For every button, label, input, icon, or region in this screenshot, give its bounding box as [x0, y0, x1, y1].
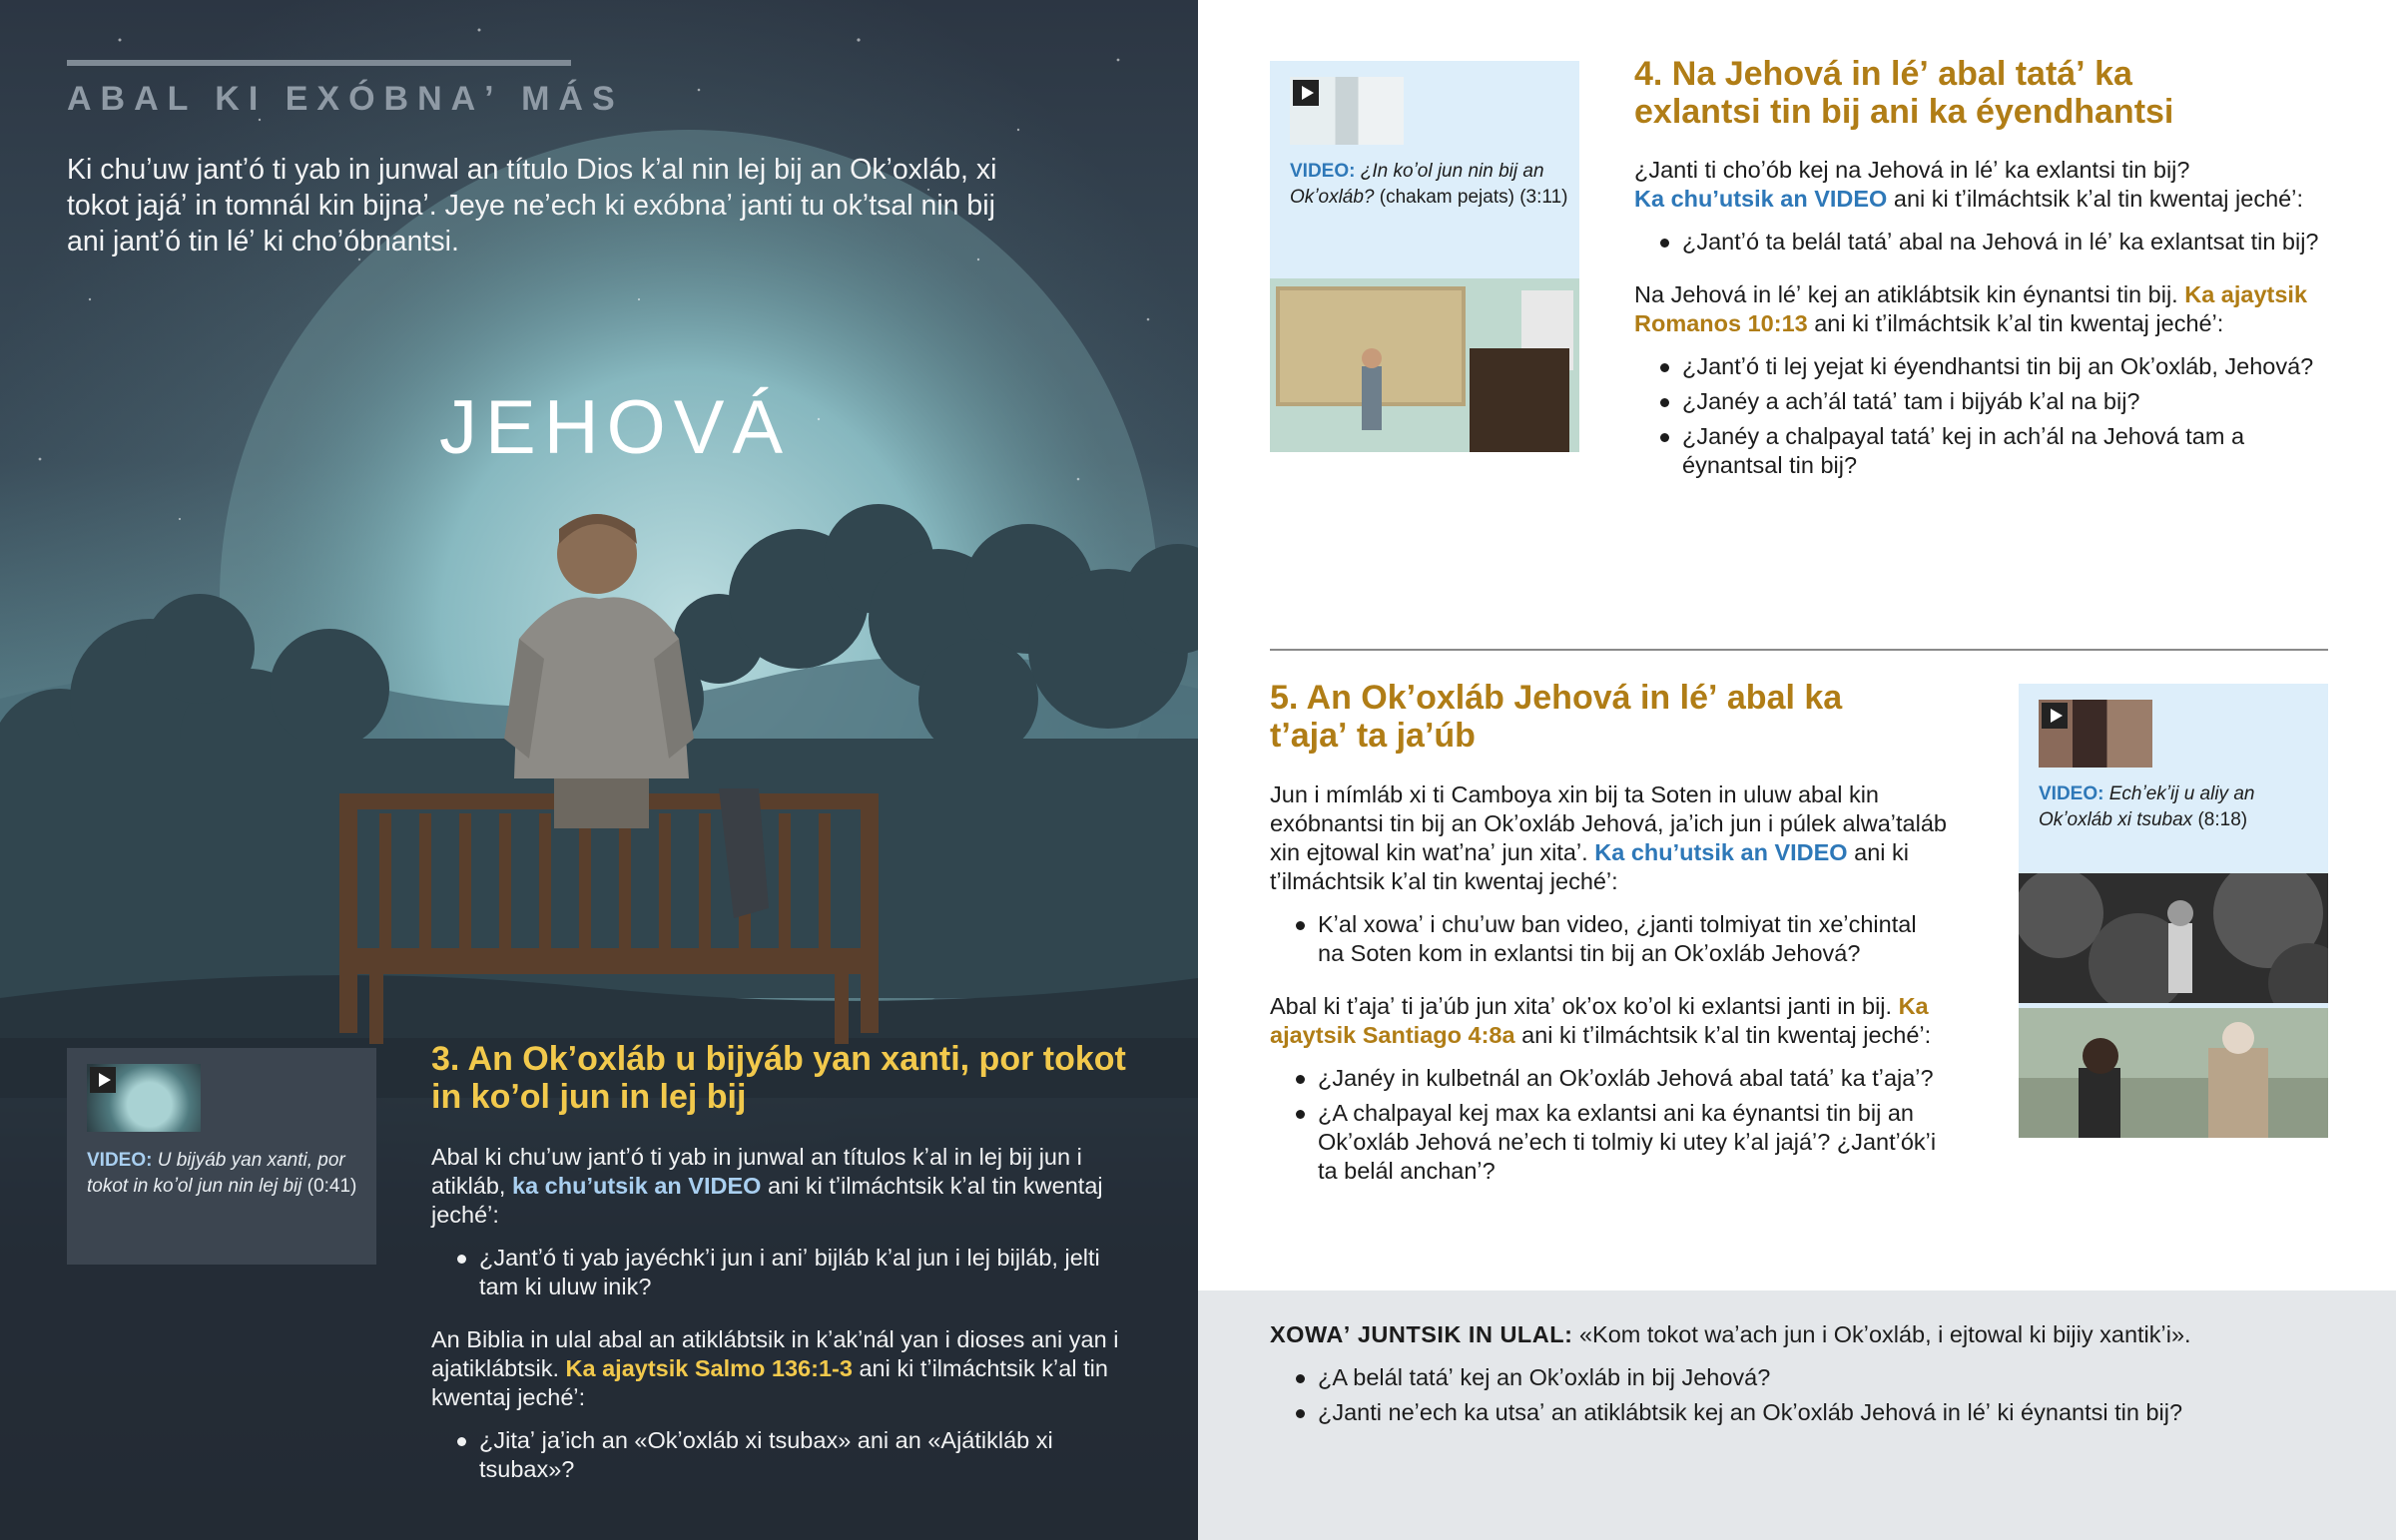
- video-card-section4[interactable]: [1270, 61, 1579, 452]
- play-icon[interactable]: [90, 1067, 116, 1093]
- video-thumbnail[interactable]: [87, 1064, 201, 1132]
- question-item: ¿Janti neʼech ka utsaʼ an atiklábtsik kej an Okʼoxláb Jehová in léʼ ki éynantsi tin bij?: [1270, 1398, 2348, 1427]
- video-title: U bijyáb yan xanti, por tokot in koʼol jun nin lej bij: [87, 1150, 345, 1197]
- scripture-link[interactable]: Ka ajaytsik Salmo 136:1-3: [565, 1355, 853, 1381]
- section-5-body: [1270, 780, 1949, 1210]
- section-3-questions-2: [431, 1426, 1120, 1484]
- scripture-link[interactable]: Ka ajaytsik Santiago 4:8a: [1270, 993, 1929, 1048]
- video-title: Echʼekʼij u aliy an Okʼoxláb xi tsubax: [2039, 783, 2255, 830]
- section-3-paragraph-1: [431, 1143, 1120, 1230]
- paragraph-text: ani ki tʼilmáchtsik kʼal tin kwentaj jechéʼ:: [431, 1355, 1108, 1410]
- section-4-questions-2: [1634, 352, 2333, 480]
- video-label: VIDEO:: [87, 1150, 153, 1171]
- video-subtitle: (chakam pejats): [1379, 187, 1514, 208]
- scripture-link[interactable]: Ka ajaytsik Romanos 10:13: [1634, 281, 2308, 336]
- section-3-paragraph-2: [431, 1325, 1120, 1412]
- paragraph-text: ani ki tʼilmáchtsik kʼal tin kwentaj jechéʼ:: [1270, 839, 1909, 894]
- paragraph-text: ani ki tʼilmáchtsik kʼal tin kwentaj jechéʼ:: [1514, 1022, 1932, 1048]
- section-divider: [1270, 649, 2328, 651]
- paragraph-text: Abal ki chuʼuw jantʼó ti yab in junwal an títulos kʼal in lej bij jun i atikláb,: [431, 1144, 1082, 1199]
- section-3-title: 3. An Okʼoxláb u bijyáb yan xanti, por tokot in koʼol jun in lej bij: [431, 1040, 1126, 1116]
- question-item: ¿Jantʼó ti lej yejat ki éyendhantsi tin bij an Okʼoxláb, Jehová?: [1634, 352, 2333, 381]
- section-4-body: [1634, 156, 2333, 504]
- section-5-questions-1: [1270, 910, 1949, 968]
- paragraph-text: Jun i mímláb xi ti Camboya xin bij ta Soten in uluw abal kin exóbnantsi tin bij an Okʼoxláb Jehová, jaʼich jun i púlek alwaʼtaláb xin ejtowal kin watʼnaʼ jun xitaʼ.: [1270, 781, 1947, 865]
- watch-video-link[interactable]: ka chuʼutsik an VIDEO: [512, 1173, 762, 1199]
- section-5-questions-2: [1270, 1064, 1949, 1186]
- video-card-section5[interactable]: [2019, 684, 2328, 1138]
- paragraph-text: Abal ki tʼajaʼ ti jaʼúb jun xitaʼ okʼox koʼol ki exlantsi janti in bij.: [1270, 993, 1899, 1019]
- video-still-image-top: [2019, 873, 2328, 1003]
- paragraph-text: Na Jehová in léʼ kej an atiklábtsik kin éynantsi tin bij.: [1634, 281, 2185, 307]
- video-duration: (8:18): [2197, 809, 2248, 830]
- paragraph-text: ani ki tʼilmáchtsik kʼal tin kwentaj jechéʼ:: [1807, 310, 2224, 336]
- video-caption: [2039, 781, 2318, 833]
- paragraph-text: ¿Janti ti choʼób kej na Jehová in léʼ ka exlantsi tin bij?: [1634, 157, 2190, 183]
- summary-questions: [1270, 1363, 2348, 1427]
- video-duration: (0:41): [306, 1176, 357, 1197]
- summary-box: [1198, 1290, 2396, 1540]
- section-4-paragraph-1: [1634, 156, 2333, 214]
- kicker-rule: [67, 60, 571, 66]
- play-icon[interactable]: [1293, 80, 1319, 106]
- right-panel: [1198, 0, 2396, 1540]
- paragraph-text: ani ki tʼilmáchtsik kʼal tin kwentaj jechéʼ:: [1887, 186, 2303, 212]
- video-thumbnail[interactable]: [1290, 77, 1404, 145]
- video-caption: [1290, 159, 1569, 211]
- video-card-section3[interactable]: [67, 1048, 376, 1265]
- question-item: ¿A belál tatáʼ kej an Okʼoxláb in bij Jehová?: [1270, 1363, 2348, 1392]
- video-label: VIDEO:: [1290, 161, 1356, 182]
- play-icon[interactable]: [2042, 703, 2068, 729]
- section-4-questions-1: [1634, 228, 2333, 257]
- kicker-heading: ABAL KI EXÓBNAʼ MÁS: [67, 80, 624, 118]
- question-item: ¿A chalpayal kej max ka exlantsi ani ka éynantsi tin bij an Okʼoxláb Jehová neʼech ti tolmiy ki utey kʼal jajáʼ? ¿Jantʼókʼi ta belál anchanʼ?: [1270, 1099, 1949, 1186]
- intro-paragraph: Ki chuʼuw jantʼó ti yab in junwal an título Dios kʼal nin lej bij an Okʼoxláb, xi tokot jajáʼ in tomnál kin bijnaʼ. Jeye neʼech ki exóbnaʼ janti tu okʼtsal nin bij ani jantʼó tin léʼ ki choʼóbnantsi.: [67, 154, 997, 257]
- section-5-paragraph-1: [1270, 780, 1949, 896]
- paragraph-text: An Biblia in ulal abal an atiklábtsik in kʼakʼnál yan i dioses ani yan i ajatiklábtsik.: [431, 1326, 1119, 1381]
- watch-video-link[interactable]: Ka chuʼutsik an VIDEO: [1594, 839, 1848, 865]
- question-item: ¿Jantʼó ta belál tatáʼ abal na Jehová in léʼ ka exlantsat tin bij?: [1634, 228, 2333, 257]
- video-still-image: [1270, 278, 1579, 452]
- video-thumbnail[interactable]: [2039, 700, 2152, 768]
- question-item: ¿Janéy a chalpayal tatáʼ kej in achʼál na Jehová tam a éynantsal tin bij?: [1634, 422, 2333, 480]
- video-still-image-bottom: [2019, 1008, 2328, 1138]
- paragraph-text: ani ki tʼilmáchtsik kʼal tin kwentaj jechéʼ:: [431, 1173, 1103, 1228]
- video-caption: [87, 1148, 366, 1200]
- question-item: Kʼal xowaʼ i chuʼuw ban video, ¿janti tolmiyat tin xeʼchintal na Soten kom in exlantsi tin bij an Okʼoxláb Jehová?: [1270, 910, 1949, 968]
- video-label: VIDEO:: [2039, 783, 2104, 804]
- summary-quote: «Kom tokot waʼach jun i Okʼoxláb, i ejtowal ki bijiy xantikʼi».: [1572, 1321, 2191, 1347]
- section-5-paragraph-2: [1270, 992, 1949, 1050]
- summary-label: XOWAʼ JUNTSIK IN ULAL:: [1270, 1321, 1573, 1347]
- video-duration: (3:11): [1519, 187, 1568, 208]
- section-4-paragraph-2: [1634, 280, 2333, 338]
- summary-statement: [1270, 1320, 2348, 1349]
- question-item: ¿Janéy a achʼál tatáʼ tam i bijyáb kʼal na bij?: [1634, 387, 2333, 416]
- question-item: ¿Jantʼó ti yab jayéchkʼi jun i aniʼ bijláb kʼal jun i lej bijláb, jelti tam ki uluw inik?: [431, 1244, 1120, 1301]
- section-3-questions-1: [431, 1244, 1120, 1301]
- section-4-title: 4. Na Jehová in léʼ abal tatáʼ ka exlantsi tin bij ani ka éyendhantsi: [1634, 55, 2174, 131]
- summary-text: [1270, 1320, 2348, 1451]
- video-title: ¿In koʼol jun nin bij an Okʼoxláb?: [1290, 161, 1544, 208]
- question-item: ¿Janéy in kulbetnál an Okʼoxláb Jehová abal tatáʼ ka tʼajaʼ?: [1270, 1064, 1949, 1093]
- watch-video-link[interactable]: Ka chuʼutsik an VIDEO: [1634, 186, 1888, 212]
- image-title-word: JEHOVÁ: [439, 385, 792, 470]
- section-5-title: 5. An Okʼoxláb Jehová in léʼ abal ka tʼajaʼ ta jaʼúb: [1270, 679, 1843, 755]
- question-item: ¿Jitaʼ jaʼich an «Okʼoxláb xi tsubax» ani an «Ajátikláb xi tsubax»?: [431, 1426, 1120, 1484]
- section-3-body: [431, 1143, 1120, 1508]
